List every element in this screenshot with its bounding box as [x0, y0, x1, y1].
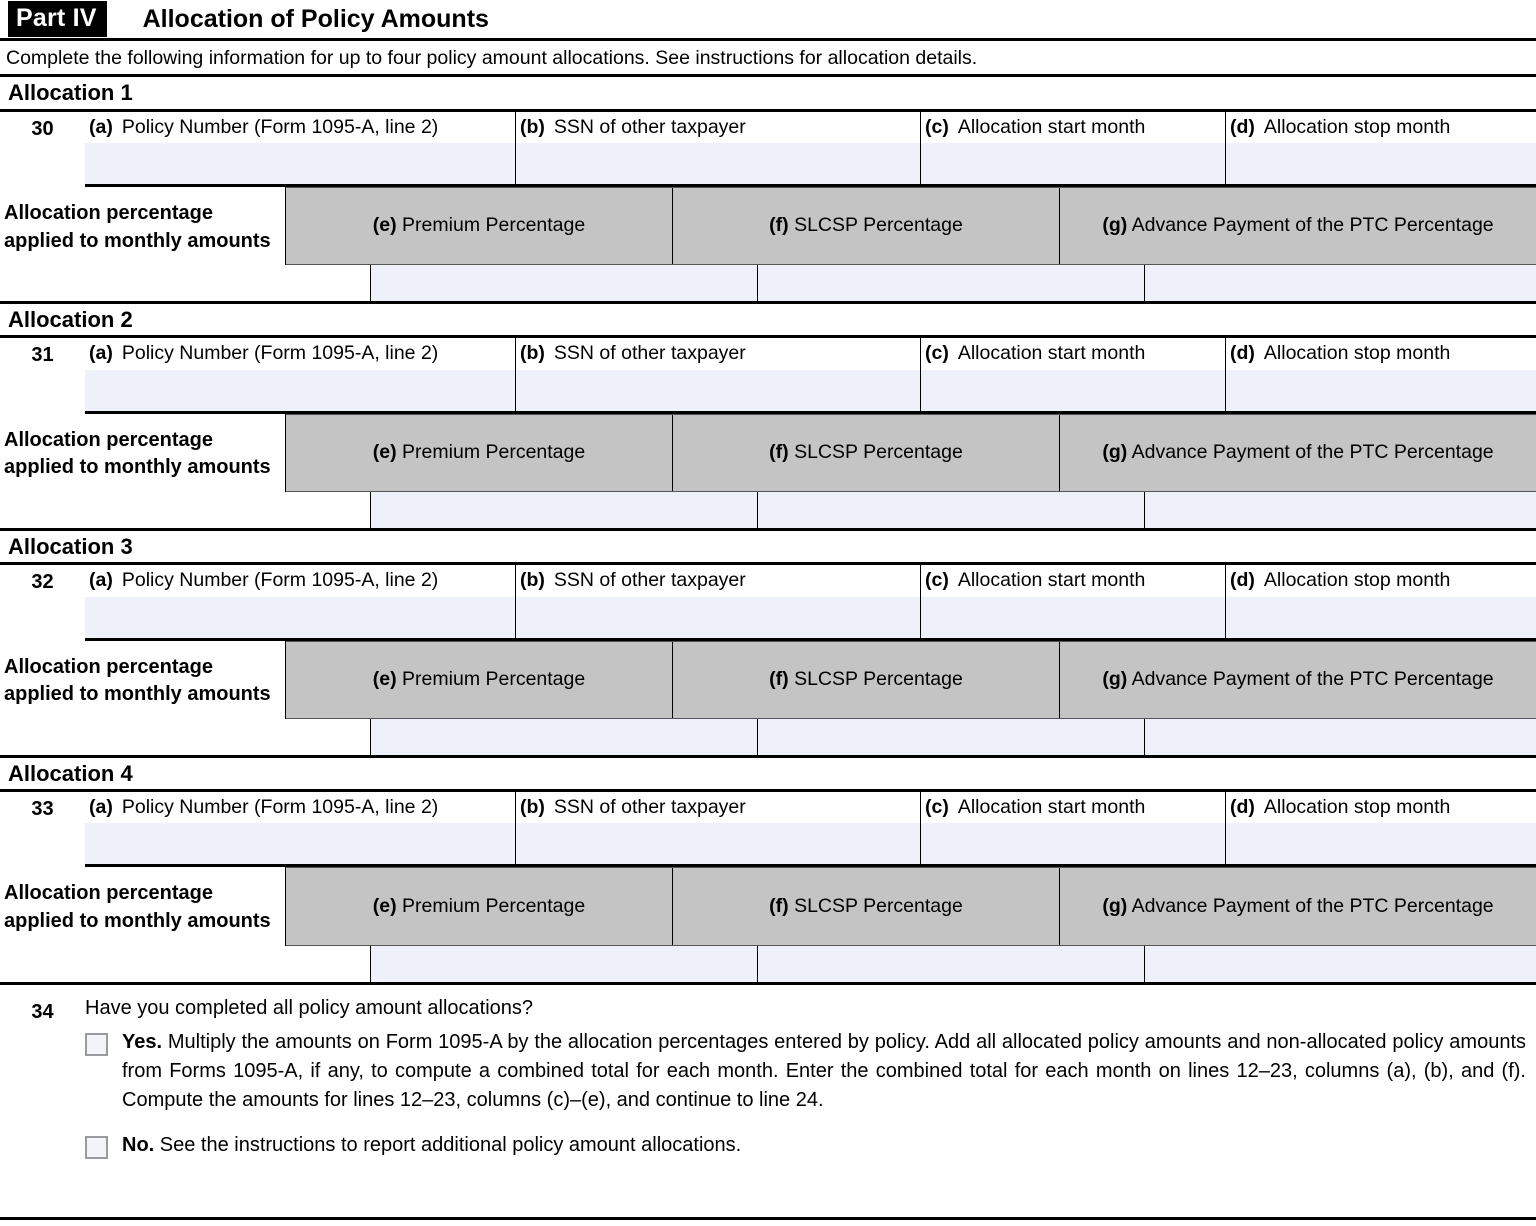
col-text-b-3: SSN of other taxpayer [553, 569, 746, 592]
col-text-f-1: SLCSP Percentage [794, 214, 963, 237]
aptc-percentage-header-4 [1059, 868, 1536, 944]
start-month-column-3 [920, 565, 1225, 637]
col-tag-g-2: (g) [1102, 441, 1128, 464]
ssn-label-2 [516, 338, 920, 369]
page-title: Allocation of Policy Amounts [142, 4, 489, 33]
start-month-input-3[interactable] [921, 597, 1225, 638]
col-tag-e-1: (e) [372, 214, 397, 237]
allocation-title-1: Allocation 1 [8, 80, 133, 106]
policy-number-input-2[interactable] [85, 370, 515, 411]
line-number-30: 30 [31, 117, 54, 140]
allocation-2-header-row [0, 338, 1536, 410]
col-tag-f-3: (f) [769, 668, 789, 691]
premium-percentage-header-3 [286, 642, 672, 718]
stop-month-label-4 [1226, 792, 1536, 823]
slcsp-percentage-input-3[interactable] [757, 719, 1144, 755]
col-tag-f-1: (f) [769, 214, 789, 237]
col-tag-f-2: (f) [769, 441, 789, 464]
part-instruction: Complete the following information for up to four policy amount allocations. See instructions for allocation details. [0, 41, 1536, 77]
premium-percentage-input-1[interactable] [371, 265, 757, 301]
yes-description: Multiply the amounts on Form 1095-A by the allocation percentages entered by policy. Add all allocated policy amounts and non-allocated policy amounts from Forms 1095-A, if any, to compute a combined total for each month. Enter the combined total for each month on lines 12–23, columns (a), (b), and (f). Compute the amounts for lines 12–23, columns (c)–(e), and continue to line 24. [122, 1030, 1526, 1111]
col-text-b-1: SSN of other taxpayer [553, 115, 746, 138]
yes-checkbox[interactable] [85, 1033, 108, 1056]
col-text-e-2: Premium Percentage [402, 441, 586, 464]
slcsp-percentage-header-2 [672, 415, 1059, 491]
col-text-a-3: Policy Number (Form 1095-A, line 2) [121, 569, 439, 592]
col-text-g-1: Advance Payment of the PTC Percentage [1131, 214, 1494, 237]
allocation-3-percentage-inputs [0, 719, 1536, 755]
col-text-a-4: Policy Number (Form 1095-A, line 2) [121, 796, 439, 818]
ssn-column-4 [515, 792, 920, 864]
percentage-row-label-2: Allocation percentage applied to monthly amounts [0, 414, 286, 492]
policy-number-label-4 [85, 792, 515, 823]
col-text-e-1: Premium Percentage [402, 214, 586, 237]
col-text-e-3: Premium Percentage [402, 668, 586, 691]
col-text-g-4: Advance Payment of the PTC Percentage [1131, 894, 1494, 917]
yes-option-text [122, 1028, 1526, 1115]
premium-percentage-input-4[interactable] [371, 946, 757, 982]
col-text-f-3: SLCSP Percentage [794, 668, 963, 691]
ssn-label-3 [516, 565, 920, 596]
col-tag-c-1: (c) [925, 115, 949, 138]
aptc-percentage-header-3 [1059, 642, 1536, 718]
policy-number-label-1 [85, 112, 515, 143]
col-tag-e-3: (e) [372, 668, 397, 691]
col-text-c-3: Allocation start month [957, 569, 1146, 592]
slcsp-percentage-input-1[interactable] [757, 265, 1144, 301]
col-tag-b-2: (b) [520, 342, 545, 365]
slcsp-percentage-header-3 [672, 642, 1059, 718]
stop-month-label-1 [1226, 112, 1536, 143]
allocation-title-3: Allocation 3 [8, 534, 133, 560]
aptc-percentage-header-1 [1059, 188, 1536, 264]
allocation-3-header-row [0, 565, 1536, 637]
line-number-32: 32 [31, 571, 54, 594]
col-tag-a-3: (a) [89, 569, 113, 592]
col-tag-a-2: (a) [89, 342, 113, 365]
policy-number-column-4 [85, 792, 515, 864]
no-checkbox[interactable] [85, 1136, 108, 1159]
policy-number-label-3 [85, 565, 515, 596]
col-text-c-4: Allocation start month [957, 796, 1146, 818]
col-tag-g-3: (g) [1102, 668, 1128, 691]
ssn-column-1 [515, 112, 920, 184]
stop-month-column-2 [1225, 338, 1536, 410]
col-tag-b-3: (b) [520, 569, 545, 592]
allocation-3-percentage-row [0, 641, 1536, 719]
premium-percentage-header-1 [286, 188, 672, 264]
allocation-2-percentage-row [0, 414, 1536, 492]
start-month-column-4 [920, 792, 1225, 864]
policy-number-column-3 [85, 565, 515, 637]
allocation-4-percentage-inputs [0, 946, 1536, 982]
col-text-d-2: Allocation stop month [1263, 342, 1451, 365]
ssn-label-1 [516, 112, 920, 143]
col-tag-g-1: (g) [1102, 214, 1128, 237]
stop-month-column-3 [1225, 565, 1536, 637]
stop-month-input-4[interactable] [1226, 823, 1536, 864]
col-tag-c-4: (c) [925, 796, 949, 818]
col-text-d-3: Allocation stop month [1263, 569, 1451, 592]
line-34-question: Have you completed all policy amount allocations? [85, 996, 534, 1019]
col-tag-c-2: (c) [925, 342, 949, 365]
ssn-label-4 [516, 792, 920, 823]
percentage-input-pad-4 [0, 946, 371, 982]
stop-month-input-1[interactable] [1226, 143, 1536, 184]
col-text-c-1: Allocation start month [957, 115, 1146, 138]
col-text-f-2: SLCSP Percentage [794, 441, 963, 464]
col-text-a-1: Policy Number (Form 1095-A, line 2) [121, 115, 439, 138]
stop-month-label-3 [1226, 565, 1536, 596]
line-number-31: 31 [31, 344, 54, 367]
ssn-input-4[interactable] [516, 823, 920, 864]
slcsp-percentage-header-4 [672, 868, 1059, 944]
percentage-input-pad-2 [0, 492, 371, 528]
col-text-a-2: Policy Number (Form 1095-A, line 2) [121, 342, 439, 365]
line-number-33: 33 [31, 798, 54, 820]
allocation-section-3 [0, 531, 1536, 758]
slcsp-percentage-header-1 [672, 188, 1059, 264]
stop-month-input-2[interactable] [1226, 370, 1536, 411]
page-bottom-rule [0, 1217, 1536, 1220]
premium-percentage-header-2 [286, 415, 672, 491]
start-month-label-2 [921, 338, 1225, 369]
start-month-column-1 [920, 112, 1225, 184]
start-month-input-4[interactable] [921, 823, 1225, 864]
allocation-title-2: Allocation 2 [8, 307, 133, 333]
policy-number-input-1[interactable] [85, 143, 515, 184]
allocation-1-percentage-row [0, 187, 1536, 265]
part-header [0, 0, 1536, 41]
no-description: See the instructions to report additional policy amount allocations. [154, 1133, 742, 1156]
aptc-percentage-input-1[interactable] [1144, 265, 1536, 301]
allocation-2-percentage-inputs [0, 492, 1536, 528]
aptc-percentage-header-2 [1059, 415, 1536, 491]
col-tag-d-3: (d) [1230, 569, 1255, 592]
col-tag-d-1: (d) [1230, 115, 1255, 138]
no-option-text [122, 1131, 1526, 1160]
percentage-row-label-4: Allocation percentage applied to monthly amounts [0, 867, 286, 945]
slcsp-percentage-input-2[interactable] [757, 492, 1144, 528]
line-number-34: 34 [31, 1000, 54, 1023]
start-month-label-4 [921, 792, 1225, 823]
allocation-section-4 [0, 758, 1536, 985]
col-text-e-4: Premium Percentage [402, 894, 586, 917]
policy-number-column-2 [85, 338, 515, 410]
col-tag-b-4: (b) [520, 796, 545, 818]
col-text-d-1: Allocation stop month [1263, 115, 1451, 138]
col-text-c-2: Allocation start month [957, 342, 1146, 365]
slcsp-percentage-input-4[interactable] [757, 946, 1144, 982]
start-month-label-1 [921, 112, 1225, 143]
policy-number-input-4[interactable] [85, 823, 515, 864]
col-text-b-2: SSN of other taxpayer [553, 342, 746, 365]
policy-number-column-1 [85, 112, 515, 184]
col-tag-e-4: (e) [372, 894, 397, 917]
ssn-column-2 [515, 338, 920, 410]
col-text-d-4: Allocation stop month [1263, 796, 1451, 818]
allocation-title-4: Allocation 4 [8, 760, 133, 786]
stop-month-input-3[interactable] [1226, 597, 1536, 638]
col-tag-f-4: (f) [769, 894, 789, 917]
stop-month-column-1 [1225, 112, 1536, 184]
line-34-no-option[interactable] [85, 1131, 1526, 1160]
col-text-g-2: Advance Payment of the PTC Percentage [1131, 441, 1494, 464]
yes-label: Yes. [122, 1030, 163, 1053]
col-tag-d-2: (d) [1230, 342, 1255, 365]
part-badge: Part IV [8, 1, 107, 37]
start-month-label-3 [921, 565, 1225, 596]
col-text-b-4: SSN of other taxpayer [553, 796, 746, 818]
col-tag-a-1: (a) [89, 115, 113, 138]
col-tag-d-4: (d) [1230, 796, 1255, 818]
allocation-1-header-row [0, 112, 1536, 184]
start-month-input-1[interactable] [921, 143, 1225, 184]
line-34-section [0, 985, 1536, 1160]
line-34-yes-option[interactable] [85, 1028, 1526, 1115]
aptc-percentage-input-3[interactable] [1144, 719, 1536, 755]
start-month-input-2[interactable] [921, 370, 1225, 411]
allocation-section-1 [0, 77, 1536, 304]
percentage-input-pad-1 [0, 265, 371, 301]
ssn-input-2[interactable] [516, 370, 920, 411]
no-label: No. [122, 1133, 155, 1156]
col-tag-a-4: (a) [89, 796, 113, 818]
ssn-input-3[interactable] [516, 597, 920, 638]
col-text-f-4: SLCSP Percentage [794, 894, 963, 917]
premium-percentage-input-2[interactable] [371, 492, 757, 528]
policy-number-input-3[interactable] [85, 597, 515, 638]
col-tag-e-2: (e) [372, 441, 397, 464]
start-month-column-2 [920, 338, 1225, 410]
stop-month-column-4 [1225, 792, 1536, 864]
col-tag-g-4: (g) [1102, 894, 1128, 917]
premium-percentage-input-3[interactable] [371, 719, 757, 755]
stop-month-label-2 [1226, 338, 1536, 369]
allocation-1-percentage-inputs [0, 265, 1536, 301]
percentage-row-label-3: Allocation percentage applied to monthly amounts [0, 641, 286, 719]
policy-number-label-2 [85, 338, 515, 369]
allocation-4-header-row [0, 792, 1536, 864]
premium-percentage-header-4 [286, 868, 672, 944]
ssn-column-3 [515, 565, 920, 637]
allocation-4-percentage-row [0, 867, 1536, 945]
aptc-percentage-input-2[interactable] [1144, 492, 1536, 528]
percentage-row-label-1: Allocation percentage applied to monthly amounts [0, 187, 286, 265]
allocation-section-2 [0, 304, 1536, 531]
col-tag-b-1: (b) [520, 115, 545, 138]
col-text-g-3: Advance Payment of the PTC Percentage [1131, 668, 1494, 691]
aptc-percentage-input-4[interactable] [1144, 946, 1536, 982]
ssn-input-1[interactable] [516, 143, 920, 184]
percentage-input-pad-3 [0, 719, 371, 755]
col-tag-c-3: (c) [925, 569, 949, 592]
